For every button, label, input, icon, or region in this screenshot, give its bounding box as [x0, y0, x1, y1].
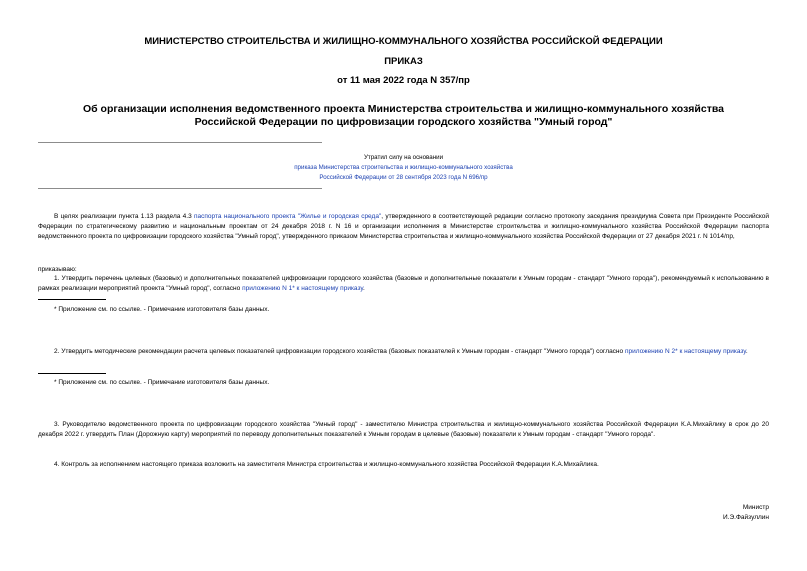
item-2-text: 2. Утвердить методические рекомендации расчета целевых показателей цифровизации городского хозяйства (базовых показателей к Умным городам - стандарт "Умного города") согласно: [54, 348, 625, 355]
document-title: Об организации исполнения ведомственного проекта Министерства строительства и жилищно-коммунального хозяйства Российской Федерации по цифровизации городского хозяйства "Умный город": [82, 103, 725, 128]
signature-name: И.Э.Файзуллин: [723, 514, 769, 521]
footnote-2-rule: [38, 373, 106, 374]
notice-link-line-2[interactable]: [0, 173, 807, 183]
appendix-1-link[interactable]: приложению N 1* к настоящему приказу: [242, 285, 363, 292]
appendix-2-link[interactable]: приложению N 2* к настоящему приказу: [624, 348, 746, 355]
notice-link-line-1[interactable]: [0, 163, 807, 173]
preamble-text-a: В целях реализации пункта 1.13 раздела 4.3: [54, 213, 194, 220]
footnote-1-rule: [38, 299, 106, 300]
item-2: [38, 347, 769, 357]
item-1: [38, 274, 769, 294]
preamble-text-b: , утвержденного в соответствующей редакции согласно протоколу заседания президиума Совета при Президенте Российской Федерации по стратегическому развитию и национальным проектам от 24 декабря 2018 г. N 16 и организации исполнения в Министерстве строительства и жилищно-коммунального хозяйства Российской Федерации паспорта ведомственного проекта по цифровизации городского хозяйства "Умный город", утвержденного приказом Министерства строительства и жилищно-коммунального хозяйства Российской Федерации от 27 декабря 2021 г. N 1014/пр,: [38, 213, 770, 240]
item-1-text: 1. Утвердить перечень целевых (базовых) и дополнительных показателей цифровизации городского хозяйства (базовые и дополнительные показатели к Умным городам - стандарт "Умного города"), рекомендуемый к использованию в рамках реализации мероприятий проекта "Умный город", согласно: [38, 275, 769, 292]
footnote-2: * Приложение см. по ссылке. - Примечание изготовителя базы данных.: [54, 379, 270, 386]
notice-top-rule: [38, 142, 322, 143]
national-project-link[interactable]: паспорта национального проекта "Жилье и городская среда": [194, 213, 382, 220]
notice-bottom-rule: [38, 188, 322, 189]
notice-link-1[interactable]: приказа Министерства строительства и жилищно-коммунального хозяйства: [294, 164, 513, 171]
notice-text: Утратил силу на основании: [363, 154, 444, 161]
doc-type-heading: ПРИКАЗ: [384, 56, 423, 67]
date-number: от 11 мая 2022 года N 357/пр: [337, 75, 470, 86]
item-1-end: .: [362, 285, 365, 292]
item-3: 3. Руководителю ведомственного проекта по цифровизации городского хозяйства "Умный город" - заместителю Министра строительства и жилищно-коммунального хозяйства Российской Федерации К.А.Михайлику в срок до 20 декабря 2022 г. утвердить План (Дорожную карту) мероприятий по переводу дополнительных показателей к Умным городам в целевые (базовые) показатели к Умным городам - стандарт "Умного города".: [38, 421, 769, 438]
footnote-1: * Приложение см. по ссылке. - Примечание изготовителя базы данных.: [54, 306, 270, 313]
order-word: приказываю:: [38, 266, 77, 273]
signature-position: Министр: [742, 504, 769, 511]
item-4: 4. Контроль за исполнением настоящего приказа возложить на заместителя Министра строительства и жилищно-коммунального хозяйства Российской Федерации К.А.Михайлика.: [54, 461, 599, 468]
item-2-end: .: [745, 348, 748, 355]
preamble-paragraph: [38, 212, 769, 242]
notice-link-2[interactable]: Российской Федерации от 28 сентября 2023 года N 696/пр: [319, 174, 488, 181]
ministry-heading: МИНИСТЕРСТВО СТРОИТЕЛЬСТВА И ЖИЛИЩНО-КОММУНАЛЬНОГО ХОЗЯЙСТВА РОССИЙСКОЙ ФЕДЕРАЦИИ: [144, 36, 663, 47]
